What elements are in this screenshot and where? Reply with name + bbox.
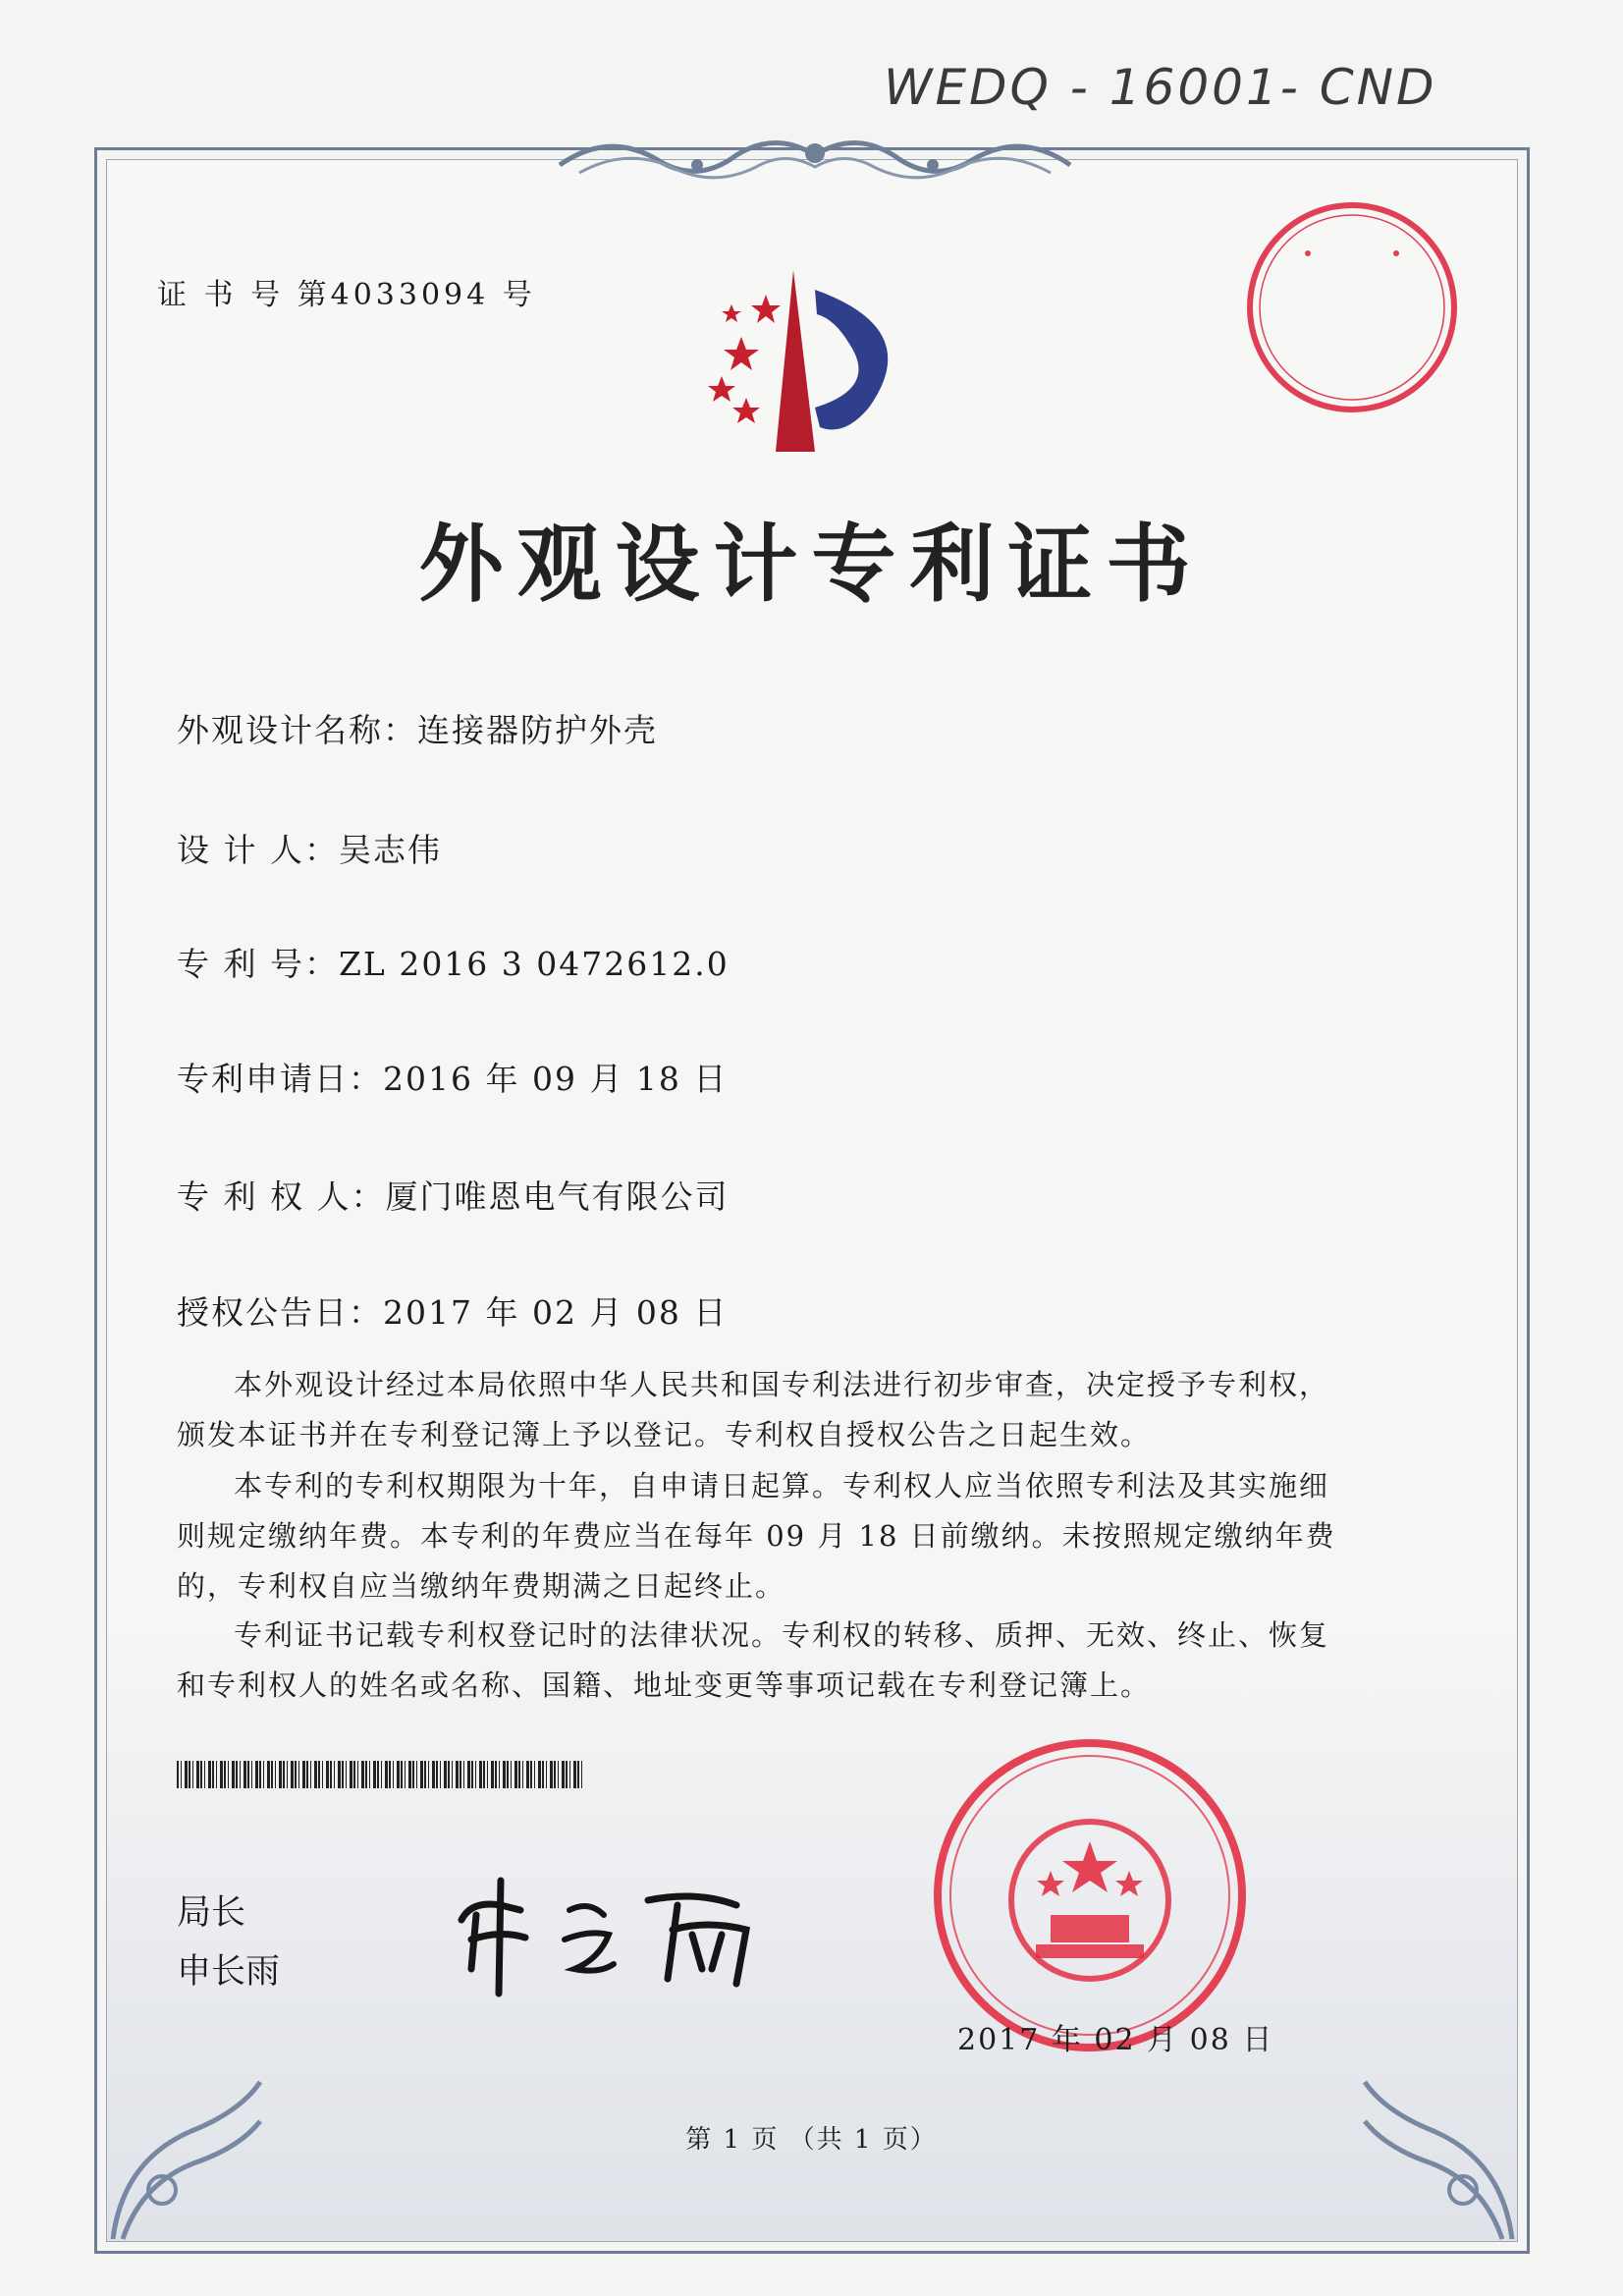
field-patentee-value: 厦门唯恩电气有限公司 — [385, 1177, 730, 1216]
handwritten-reference: WEDQ - 16001- CND — [884, 59, 1437, 116]
tax-seal — [1239, 194, 1465, 420]
certificate-number: 证 书 号 第4033094 号 — [157, 278, 536, 312]
field-design-name — [177, 705, 658, 751]
director-signature — [442, 1861, 795, 2008]
field-designer-value: 吴志伟 — [338, 831, 442, 869]
field-application-date-value: 2016 年 09 月 18 日 — [383, 1060, 729, 1098]
field-grant-date-value: 2017 年 02 月 08 日 — [383, 1293, 729, 1332]
field-application-date — [177, 1054, 728, 1100]
field-design-name-label: 外观设计名称： — [177, 711, 417, 749]
bottom-right-ornament — [1355, 2072, 1522, 2249]
field-grant-date — [177, 1287, 728, 1334]
paragraph-examination: 本外观设计经过本局依照中华人民共和国专利法进行初步审查，决定授予专利权，颁发本证书并在专利登记簿上予以登记。专利权自授权公告之日起生效。 — [177, 1368, 1330, 1451]
field-patent-number-label: 专 利 号： — [177, 945, 339, 983]
issue-date: 2017 年 02 月 08 日 — [957, 2023, 1274, 2057]
field-patentee-label: 专 利 权 人： — [177, 1177, 386, 1216]
page-indicator: 第 1 页 （共 1 页） — [685, 2125, 938, 2155]
certificate-title: 外观设计专利证书 — [418, 515, 1205, 614]
official-seal — [928, 1733, 1252, 2057]
paragraph-term: 本专利的专利权期限为十年，自申请日起算。专利权人应当依照专利法及其实施细则规定缴纳年费。本专利的年费应当在每年 09 月 18 日前缴纳。未按照规定缴纳年费的，专利权自应当缴纳年费期满之日起终止。 — [177, 1469, 1336, 1603]
field-patent-number-value: ZL 2016 3 0472612.0 — [338, 945, 730, 983]
field-patentee — [177, 1172, 729, 1218]
field-patent-number — [177, 939, 730, 985]
paragraph-legal-status: 专利证书记载专利权登记时的法律状况。专利权的转移、质押、无效、终止、恢复和专利权人的姓名或名称、国籍、地址变更等事项记载在专利登记簿上。 — [177, 1618, 1330, 1702]
director-title: 局长 — [177, 1893, 246, 1933]
field-designer — [177, 825, 442, 871]
cnipa-logo — [668, 260, 928, 457]
field-design-name-value: 连接器防护外壳 — [417, 711, 658, 749]
top-ornament — [550, 126, 1080, 194]
field-application-date-label: 专利申请日： — [177, 1060, 383, 1098]
director-name: 申长雨 — [177, 1952, 281, 1992]
bottom-left-ornament — [103, 2072, 270, 2249]
barcode — [177, 1761, 584, 1788]
field-designer-label: 设 计 人： — [177, 831, 339, 869]
field-grant-date-label: 授权公告日： — [177, 1293, 383, 1332]
